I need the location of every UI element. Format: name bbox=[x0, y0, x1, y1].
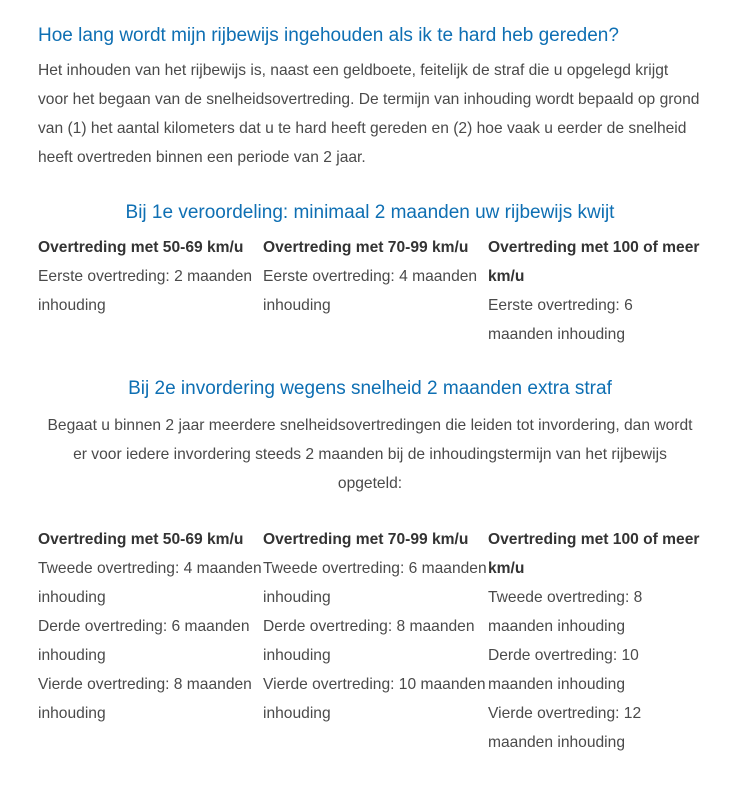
column-line: Derde overtreding: 10 maanden inhouding bbox=[488, 647, 639, 693]
column-line: Tweede overtreding: 8 maanden inhouding bbox=[488, 589, 643, 635]
column-line: Derde overtreding: 6 maanden inhouding bbox=[38, 618, 250, 664]
article bbox=[38, 18, 702, 757]
column-line: Eerste overtreding: 6 maanden inhouding bbox=[488, 297, 633, 343]
section2-column bbox=[488, 525, 702, 757]
column-line: Derde overtreding: 8 maanden inhouding bbox=[263, 618, 475, 664]
section1-columns bbox=[38, 233, 702, 349]
question-body: Het inhouden van het rijbewijs is, naast een geldboete, feitelijk de straf die u opgelegd krijgt voor het begaan van de snelheidsovertreding. De termijn van inhouding wordt bepaald op grond van (1) het aantal kilometers dat u te hard heeft gereden en (2) hoe vaak u eerder de snelheid heeft overtreden binnen een periode van 2 jaar. bbox=[38, 62, 700, 166]
section2-column bbox=[263, 525, 488, 757]
section2-title: Bij 2e invordering wegens snelheid 2 maanden extra straf bbox=[128, 378, 612, 399]
column-heading: Overtreding met 70-99 km/u bbox=[263, 531, 469, 548]
section2-column bbox=[38, 525, 263, 757]
column-line: Vierde overtreding: 10 maanden inhouding bbox=[263, 676, 486, 722]
column-line: Vierde overtreding: 8 maanden inhouding bbox=[38, 676, 252, 722]
column-heading: Overtreding met 100 of meer km/u bbox=[488, 239, 700, 285]
column-line: Eerste overtreding: 4 maanden inhouding bbox=[263, 268, 478, 314]
column-line: Vierde overtreding: 12 maanden inhouding bbox=[488, 705, 642, 751]
column-heading: Overtreding met 50-69 km/u bbox=[38, 239, 244, 256]
question-title: Hoe lang wordt mijn rijbewijs ingehouden als ik te hard heb gereden? bbox=[38, 25, 619, 46]
column-line: Tweede overtreding: 6 maanden inhouding bbox=[263, 560, 487, 606]
column-heading: Overtreding met 70-99 km/u bbox=[263, 239, 469, 256]
section1-column bbox=[263, 233, 488, 349]
column-heading: Overtreding met 100 of meer km/u bbox=[488, 531, 700, 577]
section1-column bbox=[38, 233, 263, 349]
section2-columns bbox=[38, 525, 702, 757]
section2-body: Begaat u binnen 2 jaar meerdere snelheidsovertredingen die leiden tot invordering, dan wordt er voor iedere invordering steeds 2 maanden bij de inhoudingstermijn van het rijbewijs opgeteld: bbox=[47, 417, 693, 492]
column-line: Eerste overtreding: 2 maanden inhouding bbox=[38, 268, 253, 314]
column-line: Tweede overtreding: 4 maanden inhouding bbox=[38, 560, 262, 606]
section1-title: Bij 1e veroordeling: minimaal 2 maanden uw rijbewijs kwijt bbox=[125, 202, 615, 223]
section1-column bbox=[488, 233, 702, 349]
column-heading: Overtreding met 50-69 km/u bbox=[38, 531, 244, 548]
